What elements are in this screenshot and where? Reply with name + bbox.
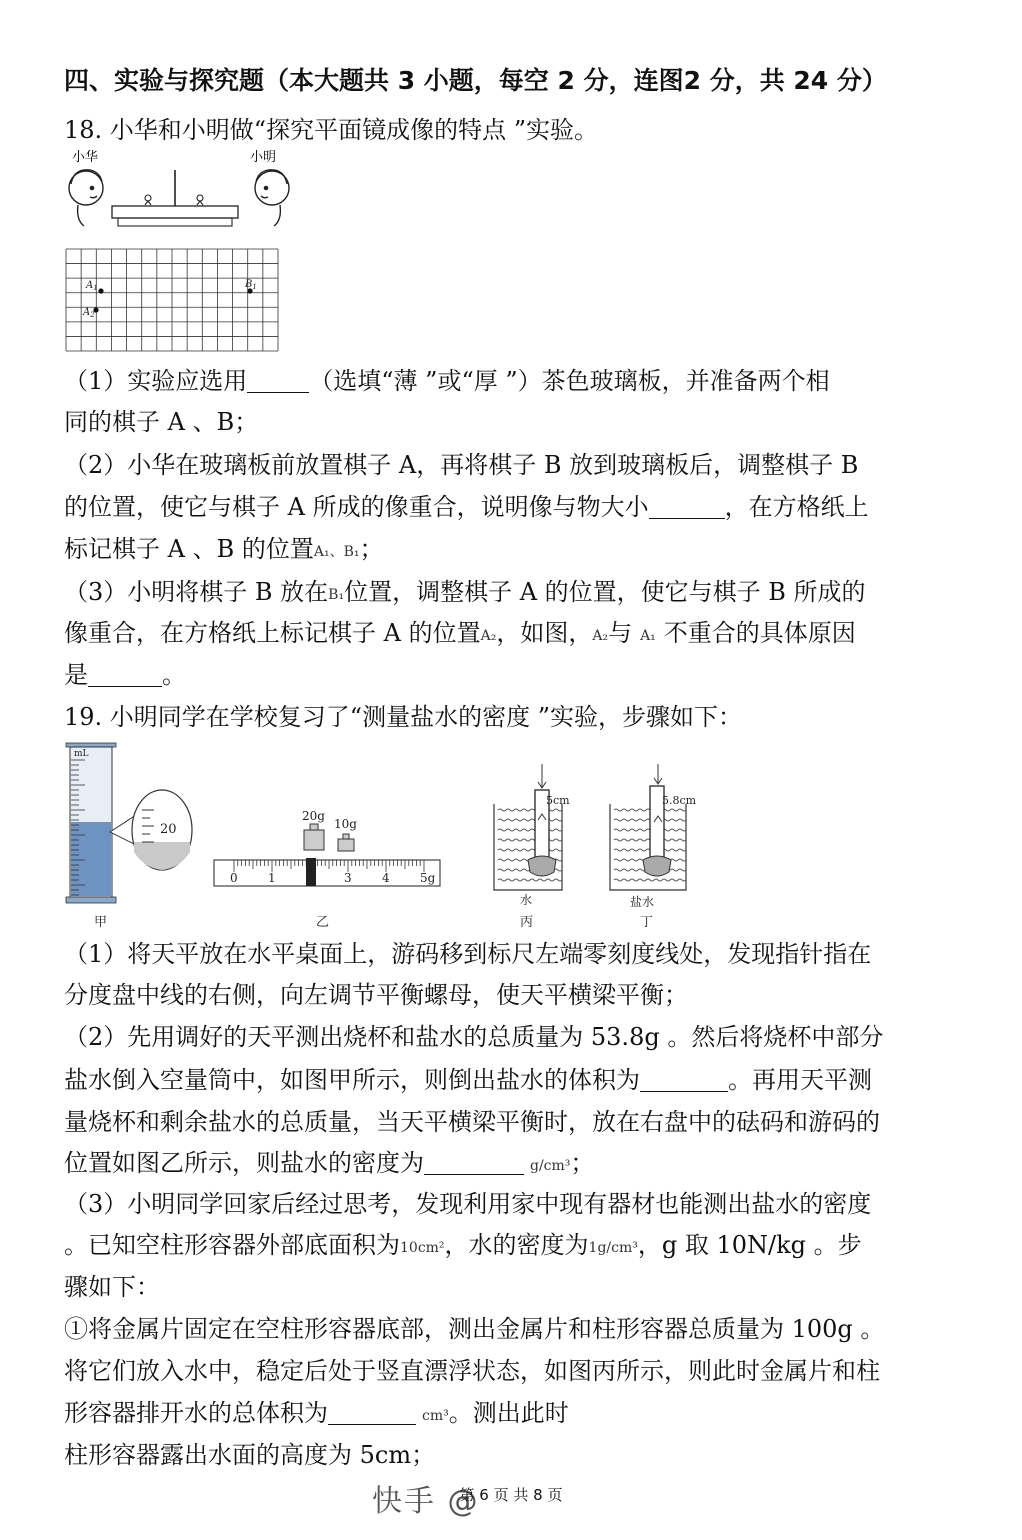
magnifier-20-label: 20 — [160, 822, 177, 837]
figure-ding-saltwater — [606, 760, 716, 930]
caption-jia: 甲 — [94, 915, 108, 930]
q18-part2-line1: （2）小华在玻璃板前放置棋子 A，再将棋子 B 放到玻璃板后，调整棋子 B — [64, 451, 859, 479]
label-saltwater: 盐水 — [630, 895, 655, 909]
grid-lines — [66, 249, 278, 351]
q18-part3-b1: B₁ — [328, 587, 345, 603]
q19-part3-line1: （3）小明同学回家后经过思考，发现利用家中现有器材也能测出盐水的密度 — [64, 1190, 872, 1218]
q18-part3-text-j: 不重合的具体原因 — [663, 619, 856, 647]
q18-part3-text-a: （3）小明将棋子 B 放在 — [64, 578, 329, 606]
weight-20g-label: 20g — [302, 809, 325, 823]
table-base — [118, 218, 232, 226]
q18-part3-line3 — [64, 658, 982, 692]
scale-tick-label: 4 — [382, 871, 390, 885]
answer-blank-q18-3[interactable] — [88, 662, 162, 687]
q18-part2-text-c: ，在方格纸上 — [724, 493, 869, 521]
grid-label-a1-sub: 1 — [93, 284, 98, 292]
xiaoming-head-icon — [255, 170, 289, 226]
q19-water-density: 1g/cm³ — [588, 1240, 638, 1256]
grid-label-a2-sub: 2 — [90, 311, 95, 319]
q18-part2-text-d: 标记棋子 A 、B 的位置 — [64, 535, 314, 563]
q18-part3-text-d: 像重合，在方格纸上标记棋子 A 的位置 — [64, 619, 481, 647]
q18-part3-a2-b: A₂ — [592, 628, 609, 644]
scale-tick-label: 1 — [268, 871, 276, 885]
point-a1 — [98, 288, 103, 293]
figure-jia-cylinder — [62, 740, 202, 930]
q19-part2-line3: 量烧杯和剩余盐水的总质量，当天平横梁平衡时，放在右盘中的砝码和游码的 — [64, 1108, 880, 1136]
svg-text:A1 — [85, 280, 98, 292]
q19-area-value: 10cm² — [400, 1240, 445, 1256]
grid-label-b1: B — [245, 279, 253, 290]
q19-part1-line2: 分度盘中线的右侧，向左调节平衡螺母，使天平横梁平衡； — [64, 981, 688, 1009]
q18-part3-text-h: 与 — [608, 619, 633, 647]
weight-10g-label: 10g — [334, 817, 357, 831]
q19-part3-text-d: ，水的密度为 — [444, 1231, 589, 1259]
q19-part2-text-g: ； — [570, 1149, 595, 1177]
grid-label-a2: A — [83, 307, 91, 318]
figure-yi-balance — [212, 808, 444, 930]
q19-step1-line1: ①将金属片固定在空柱形容器底部，测出金属片和柱形容器总质量为 100g 。 — [64, 1315, 885, 1343]
watermark-kuaishou: 快手 @ — [372, 1484, 480, 1519]
chess-piece-a — [145, 195, 151, 205]
page-footer: 第 6 页 共 8 页 — [459, 1486, 563, 1504]
q18-part1-line2: 同的棋子 A 、B； — [64, 408, 259, 436]
q18-part3-line1 — [64, 575, 982, 612]
q18-stem: 18. 小华和小明做“探究平面镜成像的特点 ”实验。 — [64, 116, 598, 144]
q19-part2-text-b: 盐水倒入空量筒中，如图甲所示，则倒出盐水的体积为 — [64, 1066, 640, 1094]
q18-part3-text-c: 位置，调整棋子 A 的位置，使它与棋子 B 所成的 — [344, 578, 866, 606]
section-title: 四、实验与探究题（本大题共 3 小题，每空 2 分，连图2 分，共 24 分） — [64, 66, 887, 95]
scale-tick-label: 5g — [420, 871, 436, 885]
rider-scale-bar — [214, 860, 440, 886]
q19-part2-line4 — [64, 1146, 982, 1183]
xiaohua-head-icon — [69, 170, 103, 226]
q18-part3-text-f: ，如图， — [496, 619, 593, 647]
q18-part3-text-l: 。 — [162, 661, 186, 689]
scale-tick-label: 2 — [306, 871, 314, 885]
q18-part3-a2: A₂ — [480, 628, 497, 644]
q19-step1-text-e: 。测出此时 — [448, 1399, 569, 1427]
q18-part2-text-f: ； — [359, 535, 384, 563]
q19-part2-line1: （2）先用调好的天平测出烧杯和盐水的总质量为 53.8g 。然后将烧杯中部分 — [64, 1023, 884, 1051]
q19-step1-line4: 柱形容器露出水面的高度为 5cm； — [64, 1441, 436, 1469]
q19-step1-line3 — [64, 1396, 982, 1433]
q19-step1-line2: 将它们放入水中，稳定后处于竖直漂浮状态，如图丙所示，则此时金属片和柱 — [64, 1357, 880, 1385]
caption-ding: 丁 — [640, 915, 654, 930]
unit-g-cm3: g/cm³ — [530, 1158, 571, 1174]
q19-part2-line2 — [64, 1063, 982, 1097]
cylinder-ml-label: mL — [74, 749, 89, 759]
scale-tick-label: 3 — [344, 871, 352, 885]
q18-grid-paper-figure — [64, 247, 280, 353]
svg-text:B1 — [244, 279, 257, 291]
q18-part3-line2 — [64, 616, 982, 653]
grid-label-a1: A — [86, 280, 94, 291]
q18-part2-line3 — [64, 532, 982, 569]
height-58cm-label: 5.8cm — [662, 794, 697, 807]
q19-step1-text-c: 形容器排开水的总体积为 — [64, 1399, 328, 1427]
answer-blank-q19-displaced-volume[interactable] — [328, 1400, 416, 1425]
q19-part3-line2 — [64, 1228, 982, 1265]
svg-text:A2 — [82, 307, 95, 319]
q19-part2-text-e: 位置如图乙所示，则盐水的密度为 — [64, 1149, 424, 1177]
q19-part1-line1: （1）将天平放在水平桌面上，游码移到标尺左端零刻度线处，发现指针指在 — [64, 940, 872, 968]
q19-part3-text-b: 。已知空柱形容器外部底面积为 — [64, 1231, 400, 1259]
q18-mirror-setup-figure — [60, 148, 300, 232]
unit-cm3: cm³ — [422, 1408, 449, 1424]
figure-bing-water — [490, 760, 580, 930]
q18-part2-symbols: A₁、B₁ — [313, 544, 360, 560]
q18-part1-text-a: （1）实验应选用 — [64, 367, 248, 395]
caption-yi: 乙 — [316, 915, 330, 930]
scale-tick-label: 0 — [230, 871, 238, 885]
q18-part3-text-k: 是 — [64, 661, 88, 689]
q19-part2-text-c: 。再用天平测 — [728, 1066, 872, 1094]
answer-blank-q18-1[interactable] — [247, 368, 309, 393]
metal-piece-bing — [528, 856, 556, 876]
chess-piece-b — [197, 195, 203, 205]
weight-20g-icon — [304, 824, 324, 850]
q18-part1-line1 — [64, 364, 982, 398]
weight-10g-icon — [338, 834, 354, 851]
answer-blank-q18-2[interactable] — [649, 494, 725, 519]
q18-part2-text-b: 的位置，使它与棋子 A 所成的像重合，说明像与物大小 — [64, 493, 649, 521]
q19-part3-text-f: ，g 取 10N/kg 。步 — [637, 1231, 862, 1259]
answer-blank-q19-density[interactable] — [424, 1150, 524, 1175]
grid-label-b1-sub: 1 — [252, 283, 257, 291]
q18-part3-a1: A₁ — [640, 628, 656, 644]
q19-stem: 19. 小明同学在学校复习了“测量盐水的密度 ”实验，步骤如下： — [64, 703, 742, 731]
metal-piece-ding — [643, 856, 671, 876]
answer-blank-q19-volume[interactable] — [640, 1067, 728, 1092]
label-water: 水 — [520, 893, 533, 907]
q18-part1-text-b: （选填“薄 ”或“厚 ”）茶色玻璃板，并准备两个相 — [309, 367, 830, 395]
table-top — [112, 206, 238, 218]
caption-bing: 丙 — [520, 915, 534, 930]
label-xiaohua: 小华 — [72, 149, 99, 164]
q19-part3-line3: 骤如下： — [64, 1273, 160, 1301]
height-5cm-label: 5cm — [546, 794, 570, 807]
label-xiaoming: 小明 — [250, 149, 277, 164]
q18-part2-line2 — [64, 490, 982, 524]
